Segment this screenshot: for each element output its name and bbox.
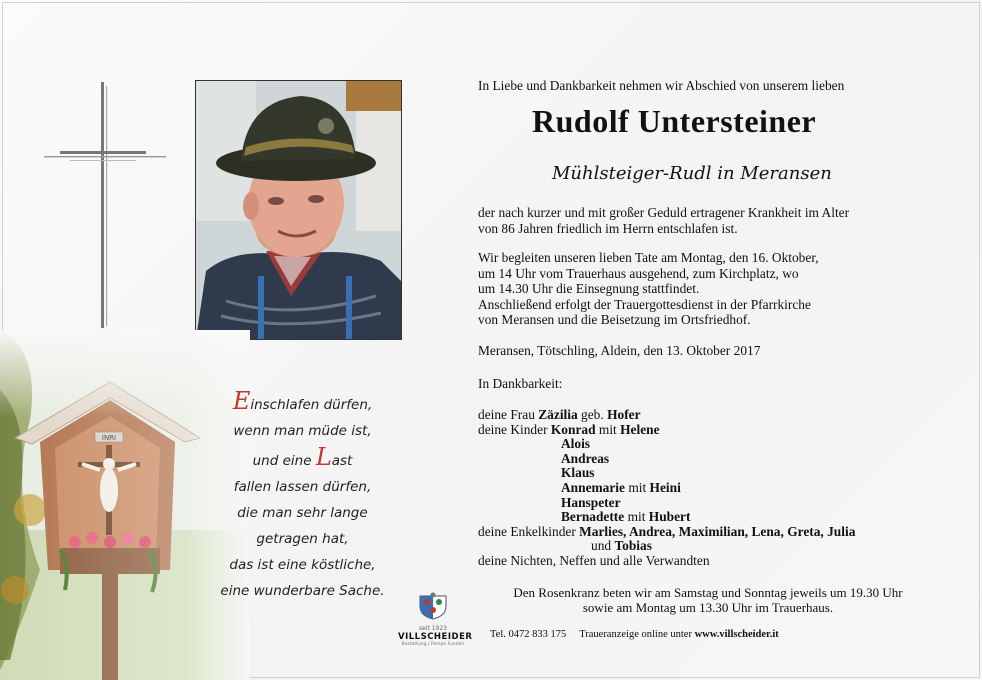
child-2-name: Alois bbox=[561, 436, 591, 452]
child-1-name: Konrad bbox=[550, 421, 596, 437]
family-child-1 bbox=[478, 423, 855, 438]
family-child-7 bbox=[478, 510, 855, 525]
poem-line-3 bbox=[205, 444, 400, 474]
funeral-line-2: um 14 Uhr vom Trauerhaus ausgehend, zum Kirchplatz, wo bbox=[478, 265, 799, 281]
child-5-name: Annemarie bbox=[561, 479, 625, 495]
family-list bbox=[478, 408, 855, 569]
online-prefix: Traueranzeige online unter bbox=[579, 629, 692, 640]
logo-brand: VILLSCHEIDER bbox=[398, 632, 473, 642]
poem-line-3-initial: L bbox=[315, 443, 332, 471]
child-5-and: mit bbox=[628, 479, 647, 495]
poem-line-4: fallen lassen dürfen, bbox=[233, 479, 372, 495]
logo-subtitle: Bestattung | Pompe Funebri bbox=[401, 642, 465, 647]
child-1-partner: Helene bbox=[620, 421, 660, 437]
grandchildren-prefix: deine Enkelkinder bbox=[478, 523, 576, 539]
place-date: Meransen, Tötschling, Aldein, den 13. Oktober 2017 bbox=[478, 343, 761, 358]
child-6-name: Hanspeter bbox=[561, 494, 621, 510]
poem-line-6: getragen hat, bbox=[256, 531, 349, 547]
wife-maiden: Hofer bbox=[607, 407, 641, 422]
family-wife bbox=[478, 408, 855, 423]
funeral-paragraph bbox=[478, 250, 918, 328]
poem-line-3-rest: ast bbox=[331, 453, 353, 469]
poem-line-1 bbox=[205, 388, 400, 418]
family-grandchildren-last bbox=[478, 539, 855, 554]
poem-initial: E bbox=[232, 387, 251, 415]
death-paragraph bbox=[478, 205, 918, 236]
death-line-2: von 86 Jahren friedlich im Herrn entschlafen ist. bbox=[478, 220, 738, 236]
rosary-line-2: sowie am Montag um 13.30 Uhr im Trauerhaus. bbox=[582, 600, 834, 615]
child-7-and: mit bbox=[627, 509, 646, 525]
poem-line-8: eine wunderbare Sache. bbox=[220, 583, 385, 599]
family-child-2 bbox=[478, 437, 855, 452]
phone-number: Tel. 0472 833 175 bbox=[490, 629, 567, 640]
rosary-notice bbox=[478, 585, 938, 615]
funeral-home-logo bbox=[398, 592, 473, 647]
family-child-5 bbox=[478, 481, 855, 496]
poem bbox=[205, 388, 400, 604]
wife-prefix: deine Frau bbox=[478, 407, 535, 422]
grandchildren-names: Marlies, Andrea, Maximilian, Lena, Greta, Julia bbox=[579, 523, 856, 539]
family-grandchildren bbox=[478, 525, 855, 540]
rosary-line-1: Den Rosenkranz beten wir am Samstag und Sonntag jeweils um 19.30 Uhr bbox=[513, 585, 903, 600]
coat-of-arms-icon bbox=[416, 592, 450, 620]
deceased-name: Rudolf Untersteiner bbox=[532, 103, 817, 139]
family-child-6 bbox=[478, 496, 855, 511]
death-line-1: der nach kurzer und mit großer Geduld ertragener Krankheit im Alter bbox=[478, 205, 850, 220]
child-7-name: Bernadette bbox=[561, 509, 625, 525]
family-others: deine Nichten, Neffen und alle Verwandten bbox=[478, 552, 710, 568]
child-7-partner: Hubert bbox=[648, 509, 691, 525]
poem-line-1-text: inschlafen dürfen, bbox=[250, 397, 373, 413]
funeral-line-3: um 14.30 Uhr die Einsegnung stattfindet. bbox=[478, 281, 700, 297]
website-link[interactable]: www.villscheider.it bbox=[694, 629, 779, 640]
contact-line bbox=[490, 629, 779, 640]
grandchildren-last-name: Tobias bbox=[614, 538, 652, 554]
portrait-photo bbox=[195, 80, 402, 340]
family-child-4 bbox=[478, 466, 855, 481]
grandchildren-and: und bbox=[591, 538, 612, 554]
poem-line-7: das ist eine köstliche, bbox=[229, 557, 376, 573]
child-1-and: mit bbox=[598, 421, 617, 437]
funeral-line-4: Anschließend erfolgt der Trauergottesdienst in der Pfarrkirche bbox=[478, 296, 811, 312]
poem-line-3-pre: und eine bbox=[252, 453, 316, 469]
wife-mid: geb. bbox=[581, 407, 604, 422]
poem-line-2: wenn man müde ist, bbox=[233, 423, 372, 439]
logo-since: seit 1923 bbox=[418, 625, 447, 632]
gratitude-heading: In Dankbarkeit: bbox=[478, 376, 563, 391]
intro-text: In Liebe und Dankbarkeit nehmen wir Abschied von unserem lieben bbox=[478, 78, 845, 93]
funeral-line-5: von Meransen und die Beisetzung im Ortsfriedhof. bbox=[478, 312, 751, 328]
children-prefix: deine Kinder bbox=[478, 421, 548, 437]
child-3-name: Andreas bbox=[561, 450, 610, 466]
funeral-line-1: Wir begleiten unseren lieben Tate am Montag, den 16. Oktober, bbox=[478, 250, 819, 265]
child-5-partner: Heini bbox=[649, 479, 681, 495]
poem-line-5: die man sehr lange bbox=[237, 505, 368, 521]
child-4-name: Klaus bbox=[561, 465, 595, 481]
wife-name: Zäzilia bbox=[538, 407, 578, 422]
cross-icon bbox=[40, 80, 170, 330]
deceased-nickname: Mühlsteiger-Rudl in Meransen bbox=[552, 163, 832, 184]
family-child-3 bbox=[478, 452, 855, 467]
